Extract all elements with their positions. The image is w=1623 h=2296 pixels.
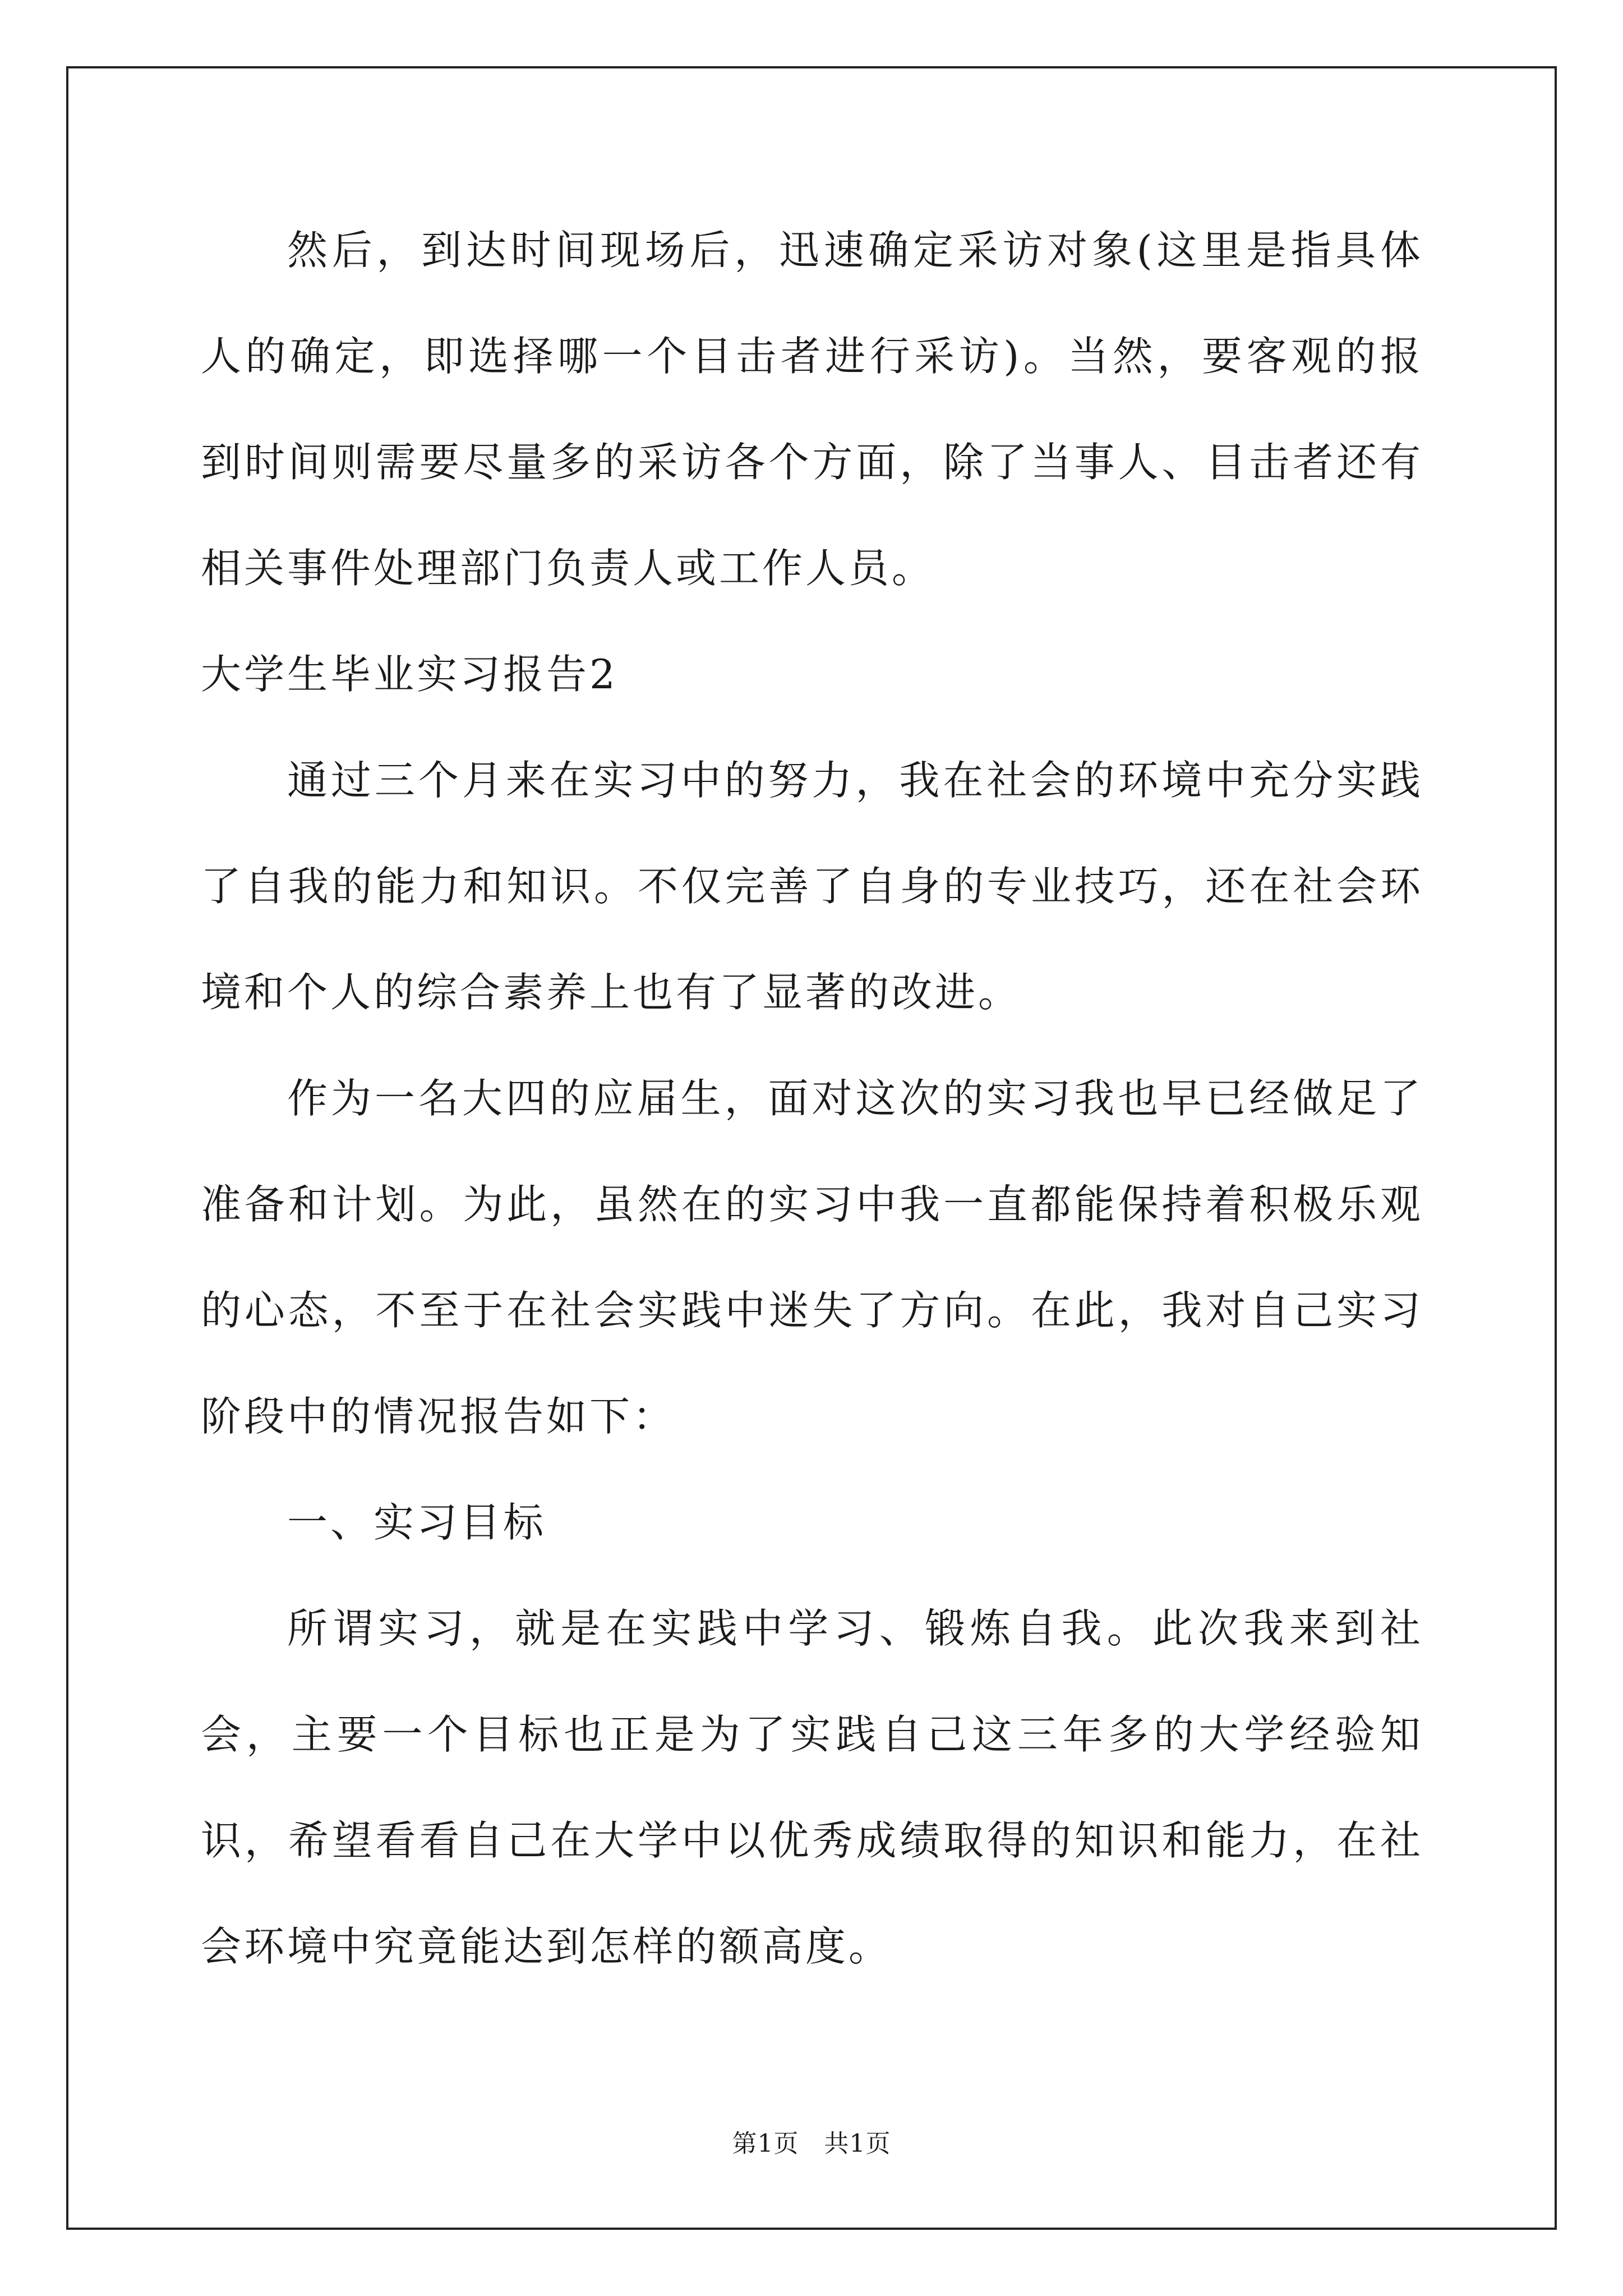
paragraph: 然后，到达时间现场后，迅速确定采访对象(这里是指具体人的确定，即选择哪一个目击者进行采访)。当然，要客观的报到时间则需要尽量多的采访各个方面，除了当事人、目击者还有相关事件处理部门负责人或工作人员。 <box>201 227 1423 592</box>
section-heading: 大学生毕业实习报告2 <box>201 651 618 698</box>
paragraph: 所谓实习，就是在实践中学习、锻炼自我。此次我来到社会，主要一个目标也正是为了实践自己这三年多的大学经验知识，希望看看自己在大学中以优秀成绩取得的知识和能力，在社会环境中究竟能达到怎样的额高度。 <box>201 1605 1423 1970</box>
page-number: 第1页 <box>732 2129 799 2158</box>
subsection-heading: 一、实习目标 <box>287 1499 547 1546</box>
paragraph: 通过三个月来在实习中的努力，我在社会的环境中充分实践了自我的能力和知识。不仅完善了自身的专业技巧，还在社会环境和个人的综合素养上也有了显著的改进。 <box>201 757 1423 1016</box>
document-body <box>201 197 1423 2000</box>
paragraph: 作为一名大四的应届生，面对这次的实习我也早已经做足了准备和计划。为此，虽然在的实习中我一直都能保持着积极乐观的心态，不至于在社会实践中迷失了方向。在此，我对自己实习阶段中的情况报告如下： <box>201 1075 1423 1440</box>
page-footer <box>0 2127 1623 2161</box>
page-total: 共1页 <box>824 2129 891 2158</box>
